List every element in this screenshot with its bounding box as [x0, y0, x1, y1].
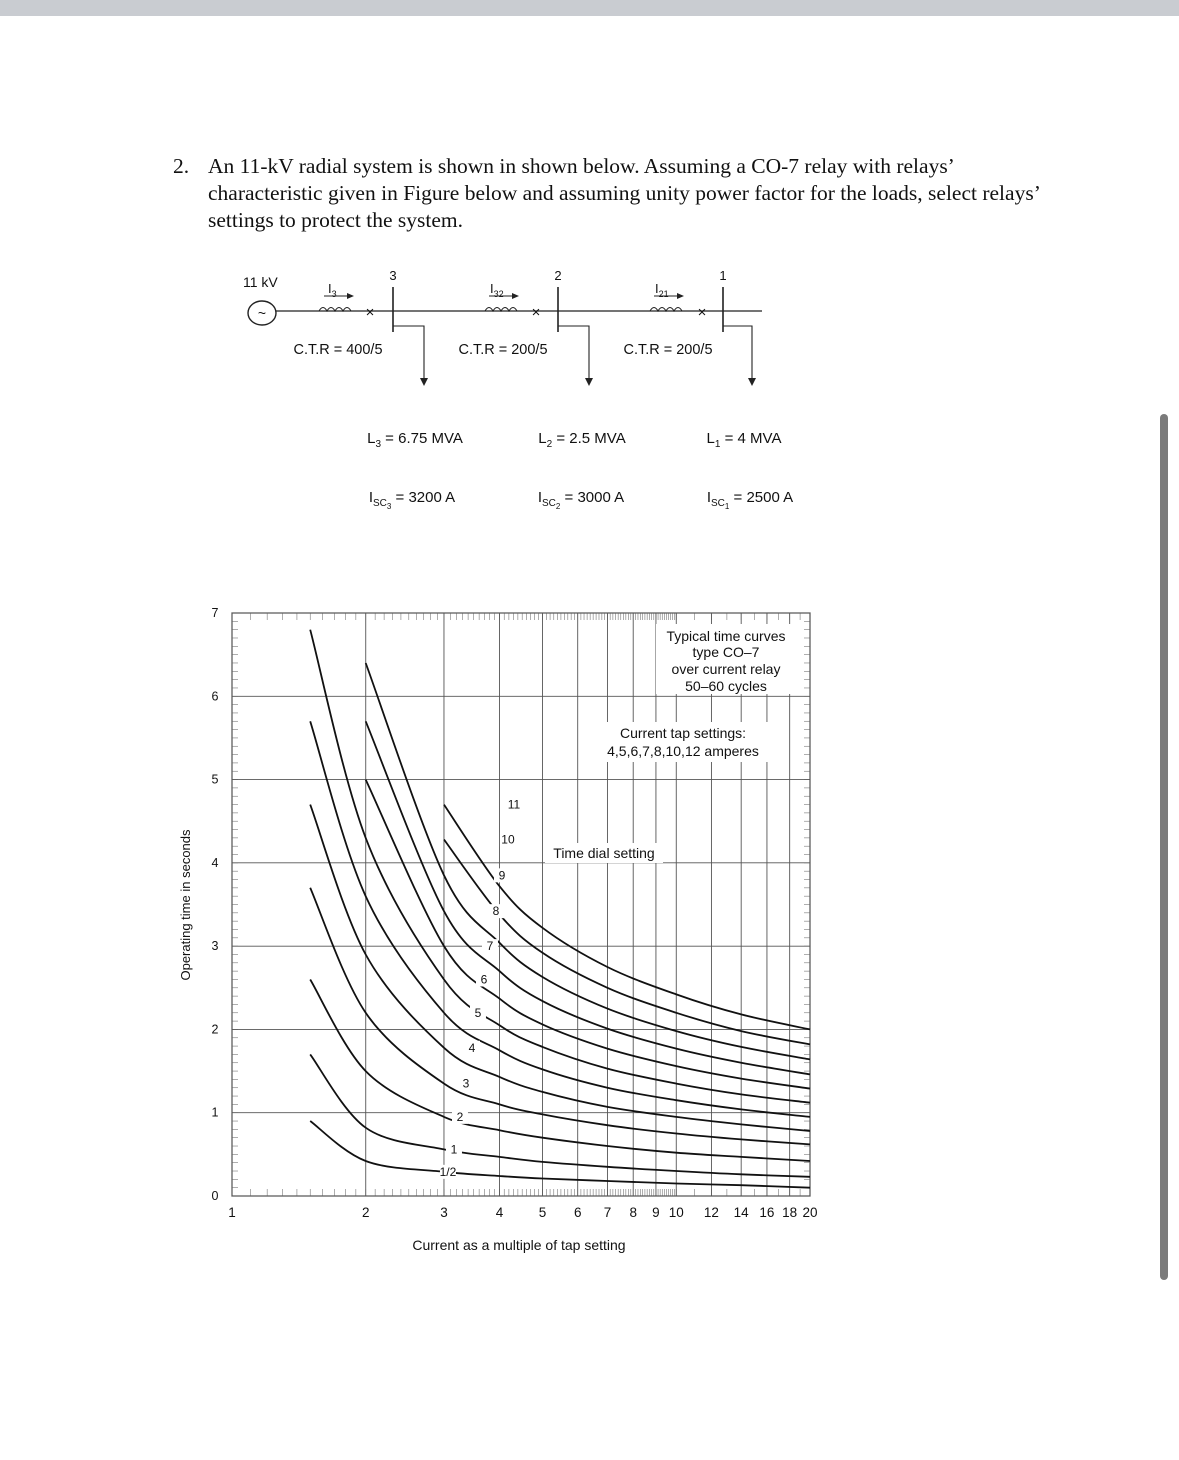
y-axis-label: Operating time in seconds — [178, 829, 193, 981]
curve-dial-1-2 — [310, 1121, 810, 1188]
x-axis-label: Current as a multiple of tap setting — [412, 1237, 626, 1253]
current-label-i21: $I_{21}$ — [655, 281, 669, 299]
curve-label: 1 — [450, 1142, 458, 1157]
curve-label: 6 — [480, 972, 488, 987]
curve-dial-5 — [310, 721, 810, 1117]
curve-label: 4 — [468, 1040, 476, 1055]
y-tick-label: 1 — [211, 1105, 219, 1120]
load-label-2: $L_2 = 2.5$ MVA — [538, 430, 626, 450]
x-tick-label: 5 — [538, 1205, 547, 1220]
curve-label: 9 — [498, 868, 506, 883]
y-tick-label: 5 — [211, 772, 219, 787]
load-label-1: $L_1 = 4$ MVA — [706, 430, 782, 450]
y-tick-label: 6 — [211, 689, 219, 704]
curve-label: 3 — [462, 1076, 470, 1091]
chart-subtitle-line-1: Current tap settings: — [619, 725, 747, 741]
breaker-x-icon: × — [697, 304, 707, 321]
curve-label: 7 — [486, 939, 494, 954]
ctr-label-3: C.T.R = 400/5 — [293, 342, 383, 358]
bus-number-1: 1 — [719, 268, 727, 283]
generator-tilde-icon: ~ — [257, 305, 267, 321]
x-tick-label: 7 — [603, 1205, 612, 1220]
curve-label: 10 — [501, 832, 515, 847]
x-tick-label: 18 — [782, 1205, 798, 1220]
y-tick-label: 4 — [211, 855, 219, 870]
question-text: An 11-kV radial system is shown in shown below. Assuming a CO-7 relay with relays’ characteristic given in Figure below and assuming unity power factor for the loads, select relays’ settings to protect the system. — [208, 154, 1040, 232]
current-label-i32: $I_{32}$ — [490, 281, 504, 299]
isc-label-3: $I_{SC3} = 3200$ A — [368, 489, 456, 511]
curve-labels — [440, 798, 522, 1179]
ctr-label-2: C.T.R = 200/5 — [458, 342, 548, 358]
isc-label-2: $I_{SC2} = 3000$ A — [537, 489, 625, 511]
x-tick-label: 9 — [652, 1205, 660, 1220]
x-tick-label: 16 — [759, 1205, 775, 1220]
breaker-x-icon: × — [531, 304, 541, 321]
curve-label: 2 — [456, 1109, 464, 1124]
chart-title-line-3: over current relay — [671, 661, 781, 677]
x-axis-ticks — [228, 1205, 817, 1220]
x-tick-label: 8 — [629, 1205, 637, 1220]
x-tick-label: 3 — [440, 1205, 448, 1220]
curve-label: 8 — [492, 904, 500, 919]
curve-dial-3 — [310, 888, 810, 1145]
curve-label: 5 — [474, 1005, 482, 1020]
x-tick-label: 14 — [733, 1205, 749, 1220]
isc-label-1: $I_{SC1} = 2500$ A — [706, 489, 794, 511]
source-voltage-label: 11 kV — [243, 274, 278, 290]
curve-label: 11 — [507, 797, 521, 812]
y-tick-label: 3 — [211, 939, 219, 954]
curve-dial-8 — [366, 721, 810, 1074]
curve-label: 1/2 — [439, 1164, 457, 1179]
x-tick-label: 4 — [495, 1205, 504, 1220]
y-tick-label: 7 — [211, 606, 219, 620]
curves — [310, 630, 810, 1188]
current-label-i3: $I_3$ — [328, 281, 337, 299]
bus-number-2: 2 — [554, 268, 562, 283]
bus-number-3: 3 — [389, 268, 397, 283]
curve-dial-2 — [310, 980, 810, 1162]
curve-dial-7 — [366, 780, 810, 1089]
grid — [232, 613, 810, 1196]
ctr-label-1: C.T.R = 200/5 — [623, 342, 713, 358]
x-tick-label: 2 — [361, 1205, 370, 1220]
y-tick-label: 2 — [211, 1022, 219, 1037]
time-dial-annotation: Time dial setting — [553, 845, 655, 861]
x-tick-label: 12 — [703, 1205, 719, 1220]
x-tick-label: 1 — [228, 1205, 236, 1220]
chart-title-line-2: type CO–7 — [692, 644, 760, 660]
curve-dial-1 — [310, 1054, 810, 1176]
x-tick-label: 6 — [573, 1205, 582, 1220]
breaker-x-icon: × — [365, 304, 375, 321]
chart-title-line-4: 50–60 cycles — [685, 678, 767, 694]
y-tick-label: 0 — [211, 1189, 219, 1203]
chart-title-line-1: Typical time curves — [666, 628, 786, 644]
load-label-3: $L_3 = 6.75$ MVA — [367, 430, 463, 450]
x-tick-label: 20 — [802, 1205, 818, 1220]
question-number: 2. — [173, 154, 190, 178]
x-tick-label: 10 — [668, 1205, 684, 1220]
y-axis-ticks — [212, 606, 219, 1203]
chart-subtitle-line-2: 4,5,6,7,8,10,12 amperes — [607, 743, 759, 759]
plot-frame — [232, 613, 810, 1196]
